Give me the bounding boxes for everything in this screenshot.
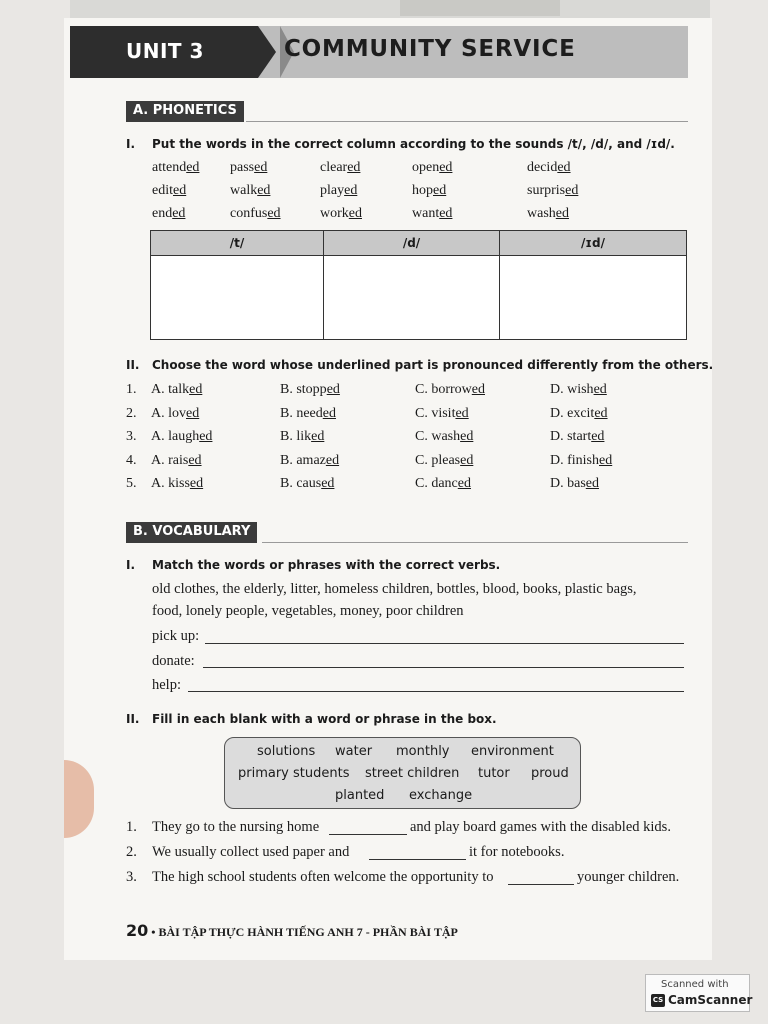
box-word: solutions [257,744,316,759]
question-a1-text: Put the words in the correct column according to the sounds /t/, /d/, and /ɪd/. [152,137,675,151]
word-stem: work [320,206,349,221]
option-ending: ed [199,429,213,444]
option-stem: D. bas [550,476,586,491]
word-ending: ed [433,183,447,198]
banner-arrow [258,26,276,78]
phonetic-word [320,160,360,176]
sentence-text-after: it for notebooks. [469,844,565,860]
sentence-number: 3. [126,869,137,885]
option-stem: D. excit [550,405,595,421]
option-c[interactable] [415,406,469,422]
option-stem: D. finish [550,452,599,468]
word-ending: ed [173,183,187,198]
phonetic-word [152,160,199,176]
option-stem: B. caus [280,476,322,491]
option-row-number: 2. [126,405,137,421]
option-b[interactable] [280,406,336,422]
option-a[interactable] [151,406,199,422]
word-ending: ed [267,206,281,221]
word-stem: hop [412,183,433,198]
option-b[interactable] [280,382,340,398]
option-ending: ed [321,476,335,491]
question-b1-text: Match the words or phrases with the correct verbs. [152,558,501,572]
phonetic-word [152,183,186,199]
question-a1 [126,137,675,151]
word-ending: ed [557,160,571,175]
camscanner-watermark [645,974,753,1012]
word-ending: ed [347,160,361,175]
option-a[interactable] [151,476,203,492]
option-ending: ed [594,405,608,421]
word-stem: confus [230,206,268,221]
box-word: monthly [396,744,450,759]
phonetic-word [527,160,571,176]
unit-label: UNIT 3 [70,26,258,78]
option-stem: A. lov [151,405,186,421]
sentence-text-after: and play board games with the disabled kids. [410,819,671,835]
page-number: 20 [126,921,149,940]
option-d[interactable] [550,476,599,492]
option-ending: ed [591,429,605,444]
answer-cell-id[interactable] [500,256,687,340]
option-ending: ed [593,382,607,397]
word-stem: walk [230,183,258,198]
option-stem: D. start [550,429,592,444]
option-stem: A. laugh [151,429,200,444]
box-word: tutor [478,766,510,781]
option-ending: ed [189,382,203,397]
section-a-heading: A. PHONETICS [126,101,244,122]
footer-bullet: • [151,925,156,939]
box-word: exchange [409,788,473,803]
option-ending: ed [460,429,474,444]
option-c[interactable] [415,429,473,445]
word-ending: ed [439,160,453,175]
blank-pick-up[interactable] [205,643,684,644]
word-ending: ed [555,206,569,221]
option-stem: A. talk [151,382,190,397]
question-b1 [126,558,500,572]
top-strip-shade [400,0,560,16]
sentence-text-before: The high school students often welcome the opportunity to [152,869,494,885]
sentence-text-after: younger children. [577,869,680,885]
unit-banner [70,26,688,78]
phonetic-word [527,183,578,199]
option-ending: ed [599,452,613,468]
word-ending: ed [257,183,271,198]
option-row-number: 3. [126,429,137,444]
option-stem: C. visit [415,405,456,421]
sentence-blank[interactable] [369,859,466,860]
option-a[interactable] [151,429,212,445]
option-row-number: 4. [126,452,137,468]
option-stem: C. pleas [415,452,461,468]
option-c[interactable] [415,476,471,492]
section-a-rule [246,121,688,122]
option-stem: B. stopp [280,382,327,397]
option-a[interactable] [151,382,202,398]
sentence-number: 1. [126,819,137,835]
sentence-number: 2. [126,844,137,860]
sound-table [150,230,687,340]
option-ending: ed [188,452,202,468]
answer-cell-t[interactable] [151,256,324,340]
option-stem: A. kiss [151,476,190,491]
sentence-text-before: We usually collect used paper and [152,844,350,860]
column-d: /d/ [324,231,500,256]
option-ending: ed [471,382,485,397]
option-d[interactable] [550,382,607,398]
box-word: proud [531,766,569,781]
option-b[interactable] [280,476,334,492]
phonetic-word [412,206,452,222]
phonetic-word [320,183,357,199]
option-stem: C. borrow [415,382,472,397]
phonetic-word [230,183,270,199]
question-a1-number: I. [126,137,136,151]
option-ending: ed [326,382,340,397]
blank-donate[interactable] [203,667,684,668]
phonetic-word [412,183,446,199]
box-word: planted [335,788,385,803]
page-footer [126,921,458,940]
box-word: environment [471,744,554,759]
word-list-line-1: old clothes, the elderly, litter, homeless children, bottles, blood, books, plastic bags, [152,581,637,597]
option-b[interactable] [280,429,324,445]
watermark-line-2: CamScanner [668,993,753,1007]
question-a2-text: Choose the word whose underlined part is pronounced differently from the others. [152,358,714,372]
word-stem: open [412,160,440,175]
question-b2 [126,712,497,726]
word-box [224,737,581,809]
option-ending: ed [311,429,325,444]
column-t: /t/ [151,231,324,256]
book-title: BÀI TẬP THỰC HÀNH TIẾNG ANH 7 - PHẦN BÀI TẬP [158,925,458,939]
word-stem: surpris [527,183,566,198]
option-ending: ed [585,476,599,491]
camscanner-logo-icon: CS [651,994,665,1007]
verb-donate: donate: [152,653,195,669]
option-ending: ed [189,476,204,491]
word-ending: ed [254,160,268,175]
option-stem: A. rais [151,452,189,468]
word-stem: pass [230,160,255,175]
word-stem: decid [527,160,558,175]
phonetic-word [230,160,267,176]
option-c[interactable] [415,382,485,398]
question-a2-number: II. [126,358,140,372]
sentence-blank[interactable] [508,884,574,885]
word-ending: ed [172,206,186,221]
word-stem: edit [152,183,173,198]
question-b1-number: I. [126,558,136,572]
word-ending: ed [348,206,362,221]
option-ending: ed [460,452,474,468]
verb-pick-up: pick up: [152,628,200,644]
option-b[interactable] [280,453,339,469]
top-strip [70,0,710,20]
option-stem: B. need [280,405,323,421]
section-b-heading: B. VOCABULARY [126,522,257,543]
option-ending: ed [322,405,336,421]
phonetic-word [230,206,281,222]
word-stem: attend [152,160,187,175]
option-ending: ed [325,452,340,468]
sentence-text-before: They go to the nursing home [152,819,320,835]
option-a[interactable] [151,453,202,469]
column-id: /ɪd/ [500,231,687,256]
option-row-number: 1. [126,382,137,397]
option-ending: ed [455,405,469,421]
box-word: water [335,744,373,759]
question-b2-text: Fill in each blank with a word or phrase in the box. [152,712,497,726]
blank-help[interactable] [188,691,684,692]
option-row-number: 5. [126,476,137,491]
box-word: street children [365,766,460,781]
option-d[interactable] [550,429,604,445]
watermark-line-1: Scanned with [661,979,729,990]
phonetic-word [320,206,362,222]
option-stem: D. wish [550,382,594,397]
word-ending: ed [439,206,453,221]
question-b2-number: II. [126,712,140,726]
word-stem: want [412,206,440,221]
verb-help: help: [152,677,181,693]
option-stem: B. lik [280,429,312,444]
word-ending: ed [344,183,358,198]
word-list-line-2: food, lonely people, vegetables, money, poor children [152,603,464,619]
option-c[interactable] [415,453,473,469]
word-ending: ed [565,183,579,198]
option-ending: ed [186,405,200,421]
sentence-blank[interactable] [329,834,407,835]
option-d[interactable] [550,406,608,422]
word-stem: clear [320,160,348,175]
section-b-rule [262,542,688,543]
word-stem: wash [527,206,556,221]
phonetic-word [412,160,452,176]
option-ending: ed [457,476,471,491]
option-stem: C. wash [415,429,461,444]
box-word: primary students [238,766,350,781]
option-stem: B. amaz [280,452,326,468]
word-stem: end [152,206,173,221]
word-ending: ed [186,160,200,175]
phonetic-word [152,206,185,222]
word-stem: play [320,183,345,198]
option-d[interactable] [550,453,612,469]
question-a2 [126,358,713,372]
answer-cell-d[interactable] [324,256,500,340]
option-stem: C. danc [415,476,458,491]
unit-title: COMMUNITY SERVICE [284,36,576,62]
phonetic-word [527,206,569,222]
